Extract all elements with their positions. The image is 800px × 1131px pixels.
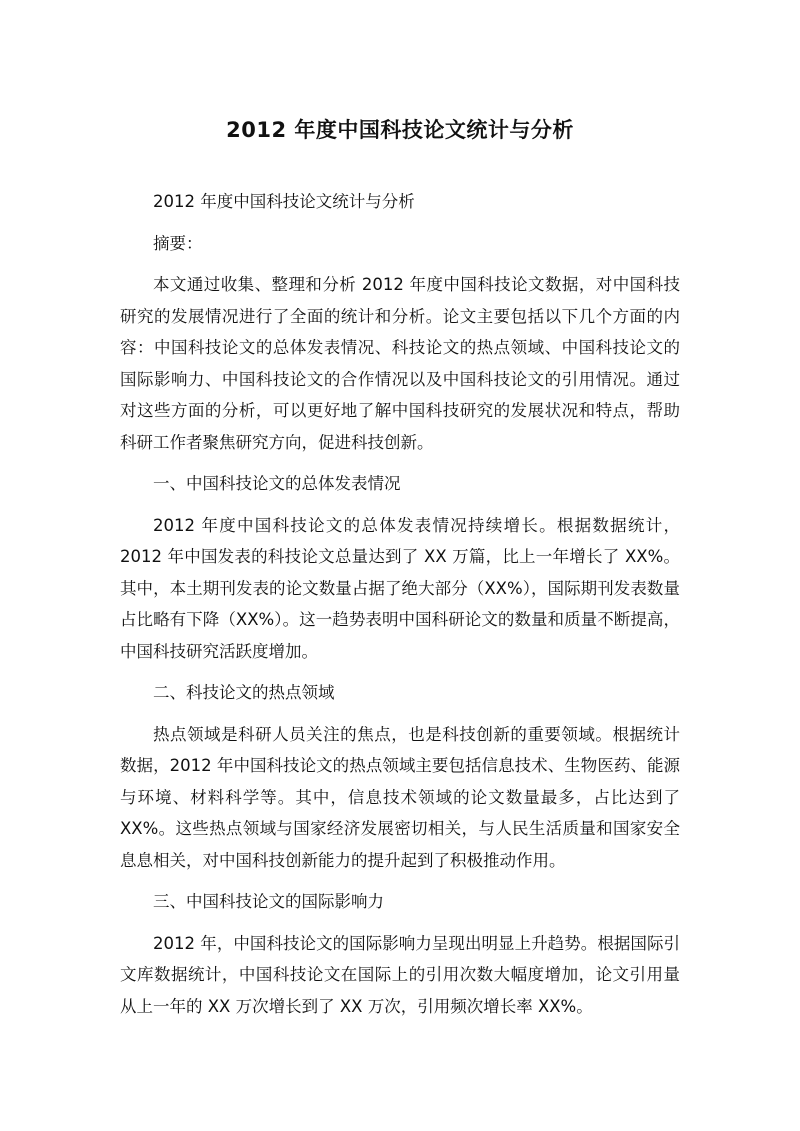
section-heading-3: 三、中国科技论文的国际影响力 [153,892,384,911]
section-paragraph-2: 热点领域是科研人员关注的焦点，也是科技创新的重要领域。根据统计数据，2012 年中国科技论文的热点领域主要包括信息技术、生物医药、能源与环境、材料科学等。其中，信息技术领域的论文数量最多，占比达到了 XX%。这些热点领域与国家经济发展密切相关，与人民生活质量和国家安全息息相关，对中国科技创新能力的提升起到了积极推动作用。 [120,724,680,870]
section-paragraph-1: 2012 年度中国科技论文的总体发表情况持续增长。根据数据统计，2012 年中国发表的科技论文总量达到了 XX 万篇，比上一年增长了 XX%。其中，本土期刊发表的论文数量占据了绝大部分（XX%），国际期刊发表数量占比略有下降（XX%）。这一趋势表明中国科研论文的数量和质量不断提高，中国科技研究活跃度增加。 [120,515,680,661]
abstract-label: 摘要： [153,233,203,253]
section-heading-1: 一、中国科技论文的总体发表情况 [153,474,401,493]
subtitle-paragraph: 2012 年度中国科技论文统计与分析 [153,192,415,211]
document-title: 2012 年度中国科技论文统计与分析 [226,118,574,142]
document-body [120,186,680,1032]
abstract-paragraph: 本文通过收集、整理和分析 2012 年度中国科技论文数据，对中国科技研究的发展情况进行了全面的统计和分析。论文主要包括以下几个方面的内容：中国科技论文的总体发表情况、科技论文的热点领域、中国科技论文的国际影响力、中国科技论文的合作情况以及中国科技论文的引用情况。通过对这些方面的分析，可以更好地了解中国科技研究的发展状况和特点，帮助科研工作者聚焦研究方向，促进科技创新。 [120,275,680,452]
section-heading-2: 二、科技论文的热点领域 [153,683,335,702]
section-paragraph-3: 2012 年，中国科技论文的国际影响力呈现出明显上升趋势。根据国际引文库数据统计，中国科技论文在国际上的引用次数大幅度增加，论文引用量从上一年的 XX 万次增长到了 XX 万次，引用频次增长率 XX%。 [120,933,680,1016]
